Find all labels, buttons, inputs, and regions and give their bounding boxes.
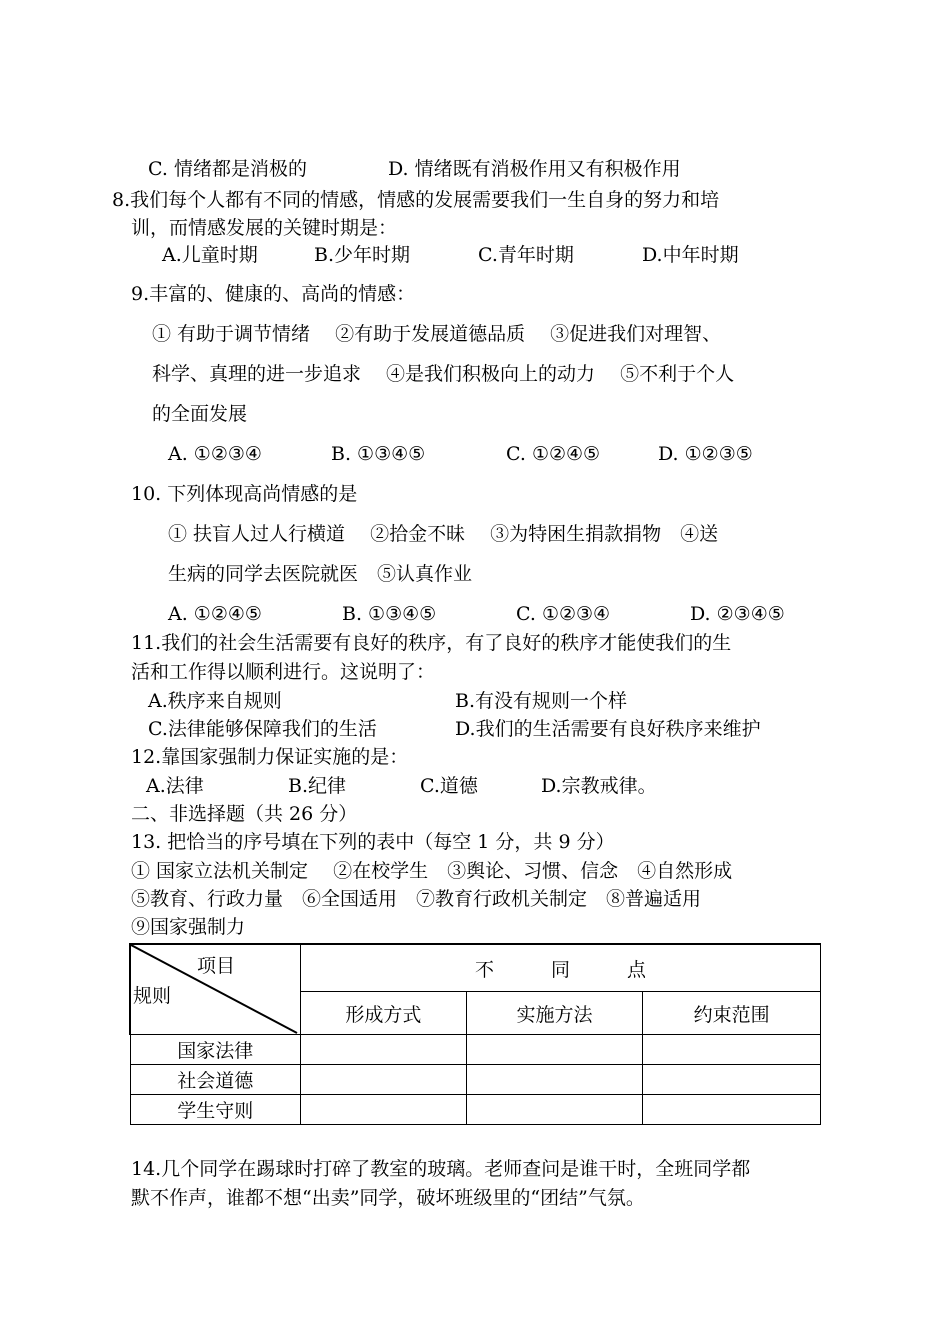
answer-cell[interactable]: [466, 1065, 643, 1095]
answer-cell[interactable]: [643, 1035, 821, 1065]
q11-option-c: C.法律能够保障我们的生活: [148, 718, 377, 740]
answer-cell[interactable]: [643, 1065, 821, 1095]
row-header-morality: 社会道德: [130, 1065, 301, 1095]
q14-stem-line1: 14.几个同学在踢球时打碎了教室的玻璃。老师查问是谁干时，全班同学都: [131, 1158, 751, 1180]
q12-option-a: A.法律: [146, 775, 204, 797]
corner-label-item: 项目: [197, 955, 236, 977]
q12-option-b: B.纪律: [288, 775, 347, 797]
q10-option-a: A. ①②④⑤: [168, 603, 262, 625]
column-header-scope: 约束范围: [643, 992, 821, 1035]
q9-option-a: A. ①②③④: [168, 443, 262, 465]
q9-item-line3: 的全面发展: [152, 403, 248, 425]
q7-option-d: D. 情绪既有消极作用又有积极作用: [388, 158, 681, 180]
q13-items-line2: ⑤教育、行政力量 ⑥全国适用 ⑦教育行政机关制定 ⑧普遍适用: [131, 888, 702, 910]
answer-cell[interactable]: [301, 1065, 467, 1095]
q11-option-a: A.秩序来自规则: [148, 690, 282, 712]
section-2-heading: 二、非选择题（共 26 分）: [131, 803, 358, 825]
q10-option-c: C. ①②③④: [516, 603, 611, 625]
q13-items-line1: ① 国家立法机关制定 ②在校学生 ③舆论、习惯、信念 ④自然形成: [131, 860, 733, 882]
q12-option-c: C.道德: [420, 775, 478, 797]
q8-option-d: D.中年时期: [642, 244, 739, 266]
q9-option-b: B. ①③④⑤: [331, 443, 426, 465]
q9-stem: 9.丰富的、健康的、高尚的情感：: [131, 283, 416, 305]
answer-cell[interactable]: [466, 1095, 643, 1125]
q8-option-a: A.儿童时期: [162, 244, 258, 266]
q9-option-c: C. ①②④⑤: [506, 443, 601, 465]
row-header-student-code: 学生守则: [130, 1095, 301, 1125]
group-header-difference: 不 同 点: [301, 944, 821, 992]
q8-stem-line1: 8.我们每个人都有不同的情感，情感的发展需要我们一生自身的努力和培: [112, 189, 720, 211]
q8-option-b: B.少年时期: [314, 244, 411, 266]
q11-stem-line2: 活和工作得以顺利进行。这说明了：: [131, 661, 436, 683]
q11-stem-line1: 11.我们的社会生活需要有良好的秩序，有了良好的秩序才能使我们的生: [131, 632, 732, 654]
q10-item-line1: ① 扶盲人过人行横道 ②拾金不昧 ③为特困生捐款捐物 ④送: [168, 523, 719, 545]
answer-cell[interactable]: [301, 1035, 467, 1065]
q13-stem: 13. 把恰当的序号填在下列的表中（每空 1 分，共 9 分）: [131, 831, 615, 853]
q10-option-d: D. ②③④⑤: [690, 603, 785, 625]
column-header-formation: 形成方式: [301, 992, 467, 1035]
q10-option-b: B. ①③④⑤: [342, 603, 437, 625]
answer-cell[interactable]: [466, 1035, 643, 1065]
q13-answer-table: [129, 943, 821, 1125]
q13-items-line3: ⑨国家强制力: [131, 916, 246, 938]
q9-item-line1: ① 有助于调节情绪 ②有助于发展道德品质 ③促进我们对理智、: [152, 323, 722, 345]
corner-label-rule: 规则: [133, 985, 172, 1007]
q11-option-d: D.我们的生活需要有良好秩序来维护: [455, 718, 761, 740]
q14-stem-line2: 默不作声，谁都不想“出卖”同学，破坏班级里的“团结”气氛。: [131, 1187, 645, 1209]
q12-stem: 12.靠国家强制力保证实施的是：: [131, 746, 409, 768]
q9-item-line2: 科学、真理的进一步追求 ④是我们积极向上的动力 ⑤不利于个人: [152, 363, 735, 385]
q8-option-c: C.青年时期: [478, 244, 574, 266]
answer-cell[interactable]: [301, 1095, 467, 1125]
q8-stem-line2: 训，而情感发展的关键时期是：: [131, 217, 398, 239]
table-corner-cell: [130, 944, 301, 1035]
column-header-enforcement: 实施方法: [466, 992, 643, 1035]
q11-option-b: B.有没有规则一个样: [455, 690, 628, 712]
q10-stem: 10. 下列体现高尚情感的是: [131, 483, 358, 505]
q12-option-d: D.宗教戒律。: [541, 775, 657, 797]
q10-item-line2: 生病的同学去医院就医 ⑤认真作业: [168, 563, 473, 585]
answer-cell[interactable]: [643, 1095, 821, 1125]
q9-option-d: D. ①②③⑤: [658, 443, 753, 465]
q7-option-c: C. 情绪都是消极的: [148, 158, 307, 180]
row-header-law: 国家法律: [130, 1035, 301, 1065]
